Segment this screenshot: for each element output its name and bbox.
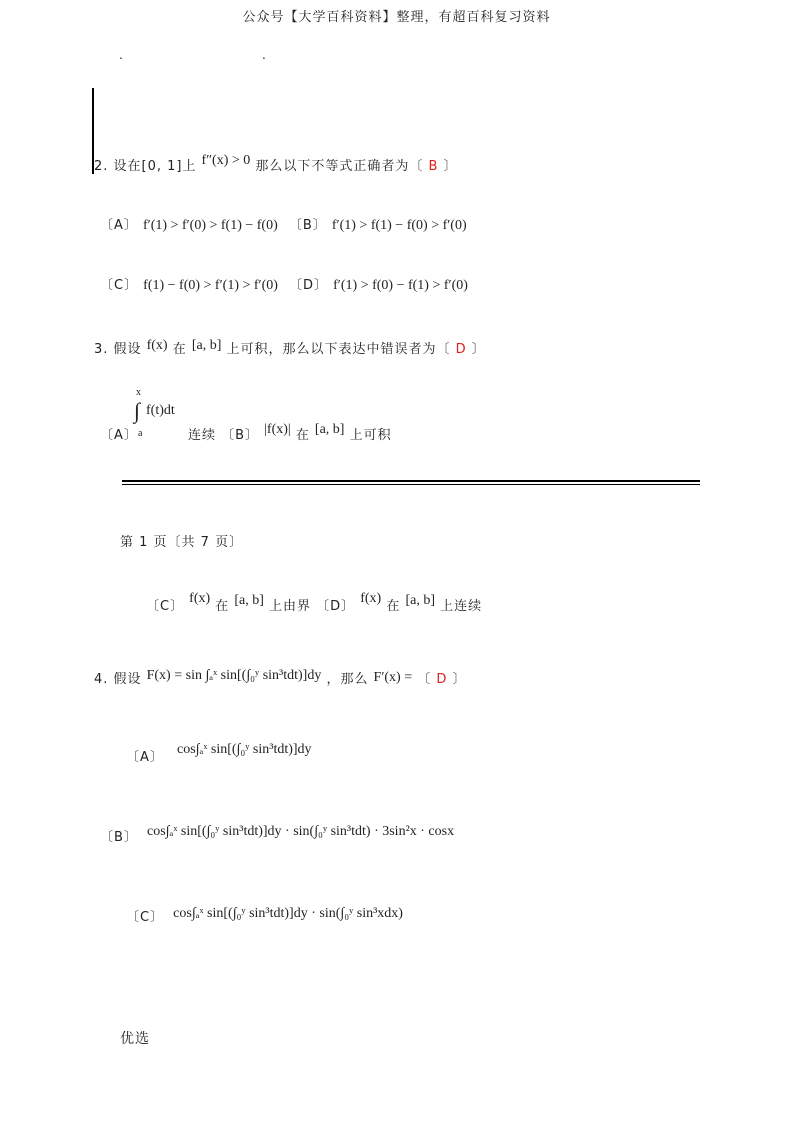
q3-opt-c-label: 〔C〕	[146, 599, 185, 614]
q3-opt-a-upper: x	[136, 387, 141, 398]
page-number: 第 1 页〔共 7 页〕	[120, 535, 244, 550]
q4-answer: D	[436, 672, 448, 687]
q2-options-row-1	[100, 214, 467, 234]
q3-close: 〕	[471, 342, 486, 357]
top-dot-left: .	[119, 48, 123, 62]
q4-opt-c: cos∫ₐˣ sin[(∫₀ʸ sin³tdt)]dy · sin(∫₀ʸ sin³xdx)	[173, 906, 403, 921]
q3-opt-a-lower: a	[138, 428, 143, 439]
q3-opt-b-interval: [a, b]	[314, 422, 345, 437]
q2-opt-c: f(1) − f(0) > f′(1) > f′(0)	[143, 278, 278, 293]
q4-open: 〔	[417, 672, 432, 687]
q3-opt-b-text: 上可积	[349, 428, 392, 443]
q3-suffix: 上可积，那么以下表达中错误者为〔	[226, 342, 451, 357]
q4-option-b	[100, 826, 454, 846]
question-4	[94, 668, 466, 688]
q3-opt-d-zai: 在	[386, 599, 401, 614]
q4-option-a	[126, 742, 312, 766]
q3-opt-c-fx: f(x)	[189, 591, 211, 606]
q4-formula: F(x) = sin ∫ₐˣ sin[(∫₀ʸ sin³tdt)]dy	[146, 668, 322, 683]
page-footer: 优选	[120, 1031, 150, 1047]
q4-fprime: F′(x) =	[373, 670, 413, 685]
q3-opt-c-text: 上由界	[269, 599, 312, 614]
q4-option-c	[126, 906, 403, 926]
q2-opt-b: f′(1) > f(1) − f(0) > f′(0)	[331, 218, 467, 233]
question-3	[94, 338, 486, 358]
q2-opt-b-label: 〔B〕	[288, 218, 327, 233]
q3-opt-b-expr: |f(x)|	[264, 422, 291, 437]
q4-close: 〕	[452, 672, 467, 687]
q4-opt-a-label: 〔A〕	[126, 750, 164, 765]
q3-zai: 在	[172, 342, 187, 357]
q2-opt-d-label: 〔D〕	[289, 278, 329, 293]
q3-opt-d-text: 上连续	[440, 599, 483, 614]
q3-opt-a-integrand: f(t)dt	[146, 403, 175, 418]
q2-opt-c-label: 〔C〕	[100, 278, 139, 293]
q3-options-c-d	[146, 591, 483, 615]
q4-opt-c-label: 〔C〕	[126, 910, 165, 925]
q2-options-row-2	[100, 274, 468, 294]
q4-prefix: 假设	[113, 672, 142, 687]
q3-opt-d-interval: [a, b]	[405, 593, 435, 608]
q2-close: 〕	[443, 159, 458, 174]
q3-prefix: 假设	[113, 342, 142, 357]
q3-opt-d-fx: f(x)	[360, 591, 382, 606]
q3-number: 3.	[94, 342, 109, 357]
q3-opt-c-interval: [a, b]	[234, 593, 264, 608]
page-break-line-bottom	[122, 484, 700, 485]
q4-opt-a: cos∫ₐˣ sin[(∫₀ʸ sin³tdt)]dy	[177, 742, 312, 757]
q2-opt-d: f′(1) > f(0) − f(1) > f′(0)	[333, 278, 468, 293]
q2-opt-a-label: 〔A〕	[100, 218, 138, 233]
q3-opt-a-integral-sign: ∫	[134, 398, 141, 423]
q3-opt-b-zai: 在	[295, 428, 310, 443]
q3-opt-a-b-row	[188, 424, 392, 444]
q2-suffix: 那么以下不等式正确者为〔	[255, 159, 424, 174]
q2-number: 2.	[94, 159, 109, 174]
q3-answer: D	[455, 342, 467, 357]
page-break-line-top	[122, 480, 700, 482]
q2-prefix: 设在[0, 1]上	[113, 159, 197, 174]
q3-opt-c-zai: 在	[215, 599, 230, 614]
question-2	[94, 155, 458, 175]
q4-opt-b-label: 〔B〕	[100, 830, 138, 845]
q2-answer: B	[428, 159, 439, 174]
q3-opt-a-label: 〔A〕	[100, 428, 138, 443]
q2-opt-a: f′(1) > f′(0) > f(1) − f(0)	[143, 218, 278, 233]
q4-number: 4.	[94, 672, 109, 687]
page-header: 公众号【大学百科资料】整理，有超百科复习资料	[242, 10, 551, 25]
top-dot-right: .	[262, 48, 266, 62]
q3-opt-b-label: 〔B〕	[221, 428, 260, 443]
q3-interval: [a, b]	[191, 338, 222, 353]
q3-opt-a-text: 连续	[188, 428, 217, 443]
q4-mid: ，那么	[326, 672, 369, 687]
q4-opt-b: cos∫ₐˣ sin[(∫₀ʸ sin³tdt)]dy · sin(∫₀ʸ sin³tdt) · 3sin²x · cosx	[147, 824, 455, 839]
q3-fx: f(x)	[146, 338, 168, 353]
q3-opt-d-label: 〔D〕	[316, 599, 356, 614]
q2-condition: f″(x) > 0	[201, 153, 251, 168]
